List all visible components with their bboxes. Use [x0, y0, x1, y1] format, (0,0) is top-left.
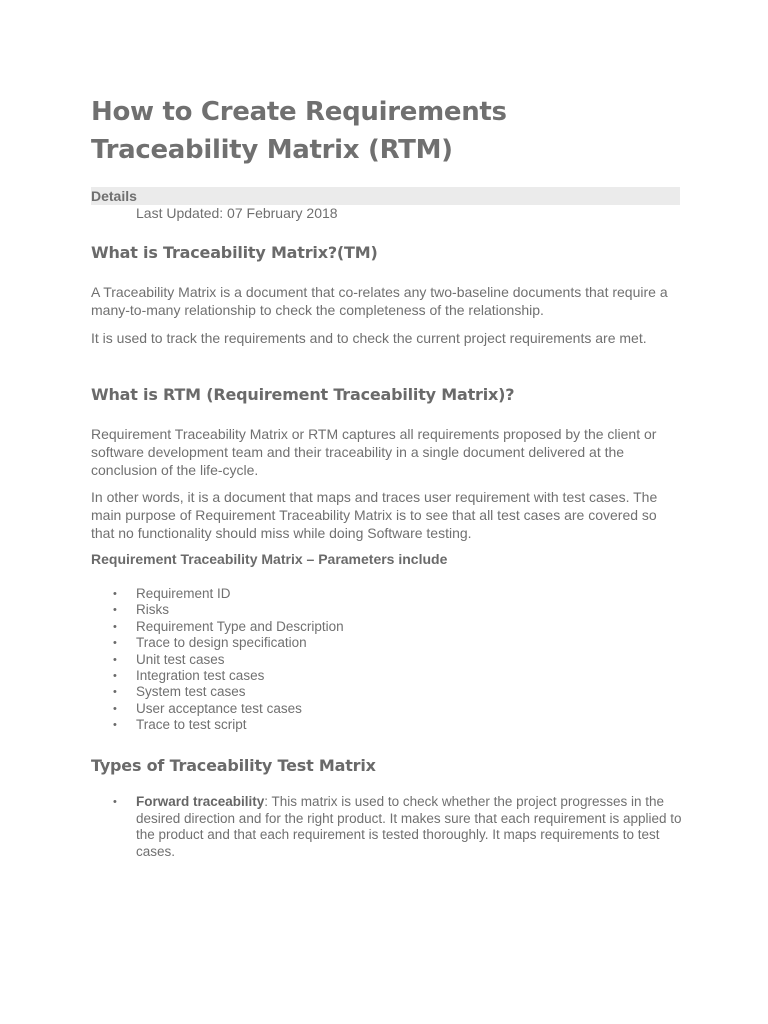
- paragraph-rtm-1: Requirement Traceability Matrix or RTM captures all requirements proposed by the client or software development team and their traceability in a single document delivered at the conclusion of the life-cycle.: [91, 426, 657, 478]
- paragraph-tm-2: It is used to track the requirements and to check the current project requirements are met.: [91, 330, 647, 346]
- rtm-parameters-list: [91, 586, 344, 734]
- forward-traceability-description: : This matrix is used to check whether the project progresses in the desired direction and for the right product. It makes sure that each requirement is applied to the product and that each requirement is tested thoroughly. It maps requirements to test cases.: [136, 794, 682, 859]
- list-item: • Requirement ID: [91, 586, 344, 602]
- list-item: • Trace to test script: [91, 717, 344, 733]
- types-list: [91, 794, 691, 860]
- details-bar: [91, 187, 680, 205]
- list-item: • Integration test cases: [91, 668, 344, 684]
- paragraph-rtm-2: In other words, it is a document that maps and traces user requirement with test cases. The main purpose of Requirement Traceability Matrix is to see that all test cases are covered so that no functionality should miss while doing Software testing.: [91, 489, 658, 541]
- heading-rtm-parameters: Requirement Traceability Matrix – Parameters include: [91, 551, 448, 567]
- forward-traceability-term: Forward traceability: [136, 794, 265, 809]
- list-item: • Risks: [91, 602, 344, 618]
- list-item-forward-traceability: [91, 794, 691, 860]
- last-updated-text: Last Updated: 07 February 2018: [136, 205, 338, 221]
- list-item: • User acceptance test cases: [91, 701, 344, 717]
- page-title: How to Create Requirements Traceability Matrix (RTM): [91, 97, 507, 165]
- heading-types-of-matrix: Types of Traceability Test Matrix: [91, 756, 376, 775]
- list-item: • Unit test cases: [91, 652, 344, 668]
- heading-what-is-rtm: What is RTM (Requirement Traceability Matrix)?: [91, 385, 515, 404]
- list-item: • Trace to design specification: [91, 635, 344, 651]
- details-label: Details: [91, 188, 137, 204]
- list-item: • System test cases: [91, 684, 344, 700]
- heading-what-is-tm: What is Traceability Matrix?(TM): [91, 243, 378, 262]
- paragraph-tm-1: A Traceability Matrix is a document that co-relates any two-baseline documents that require a many-to-many relationship to check the completeness of the relationship.: [91, 284, 668, 318]
- list-item: • Requirement Type and Description: [91, 619, 344, 635]
